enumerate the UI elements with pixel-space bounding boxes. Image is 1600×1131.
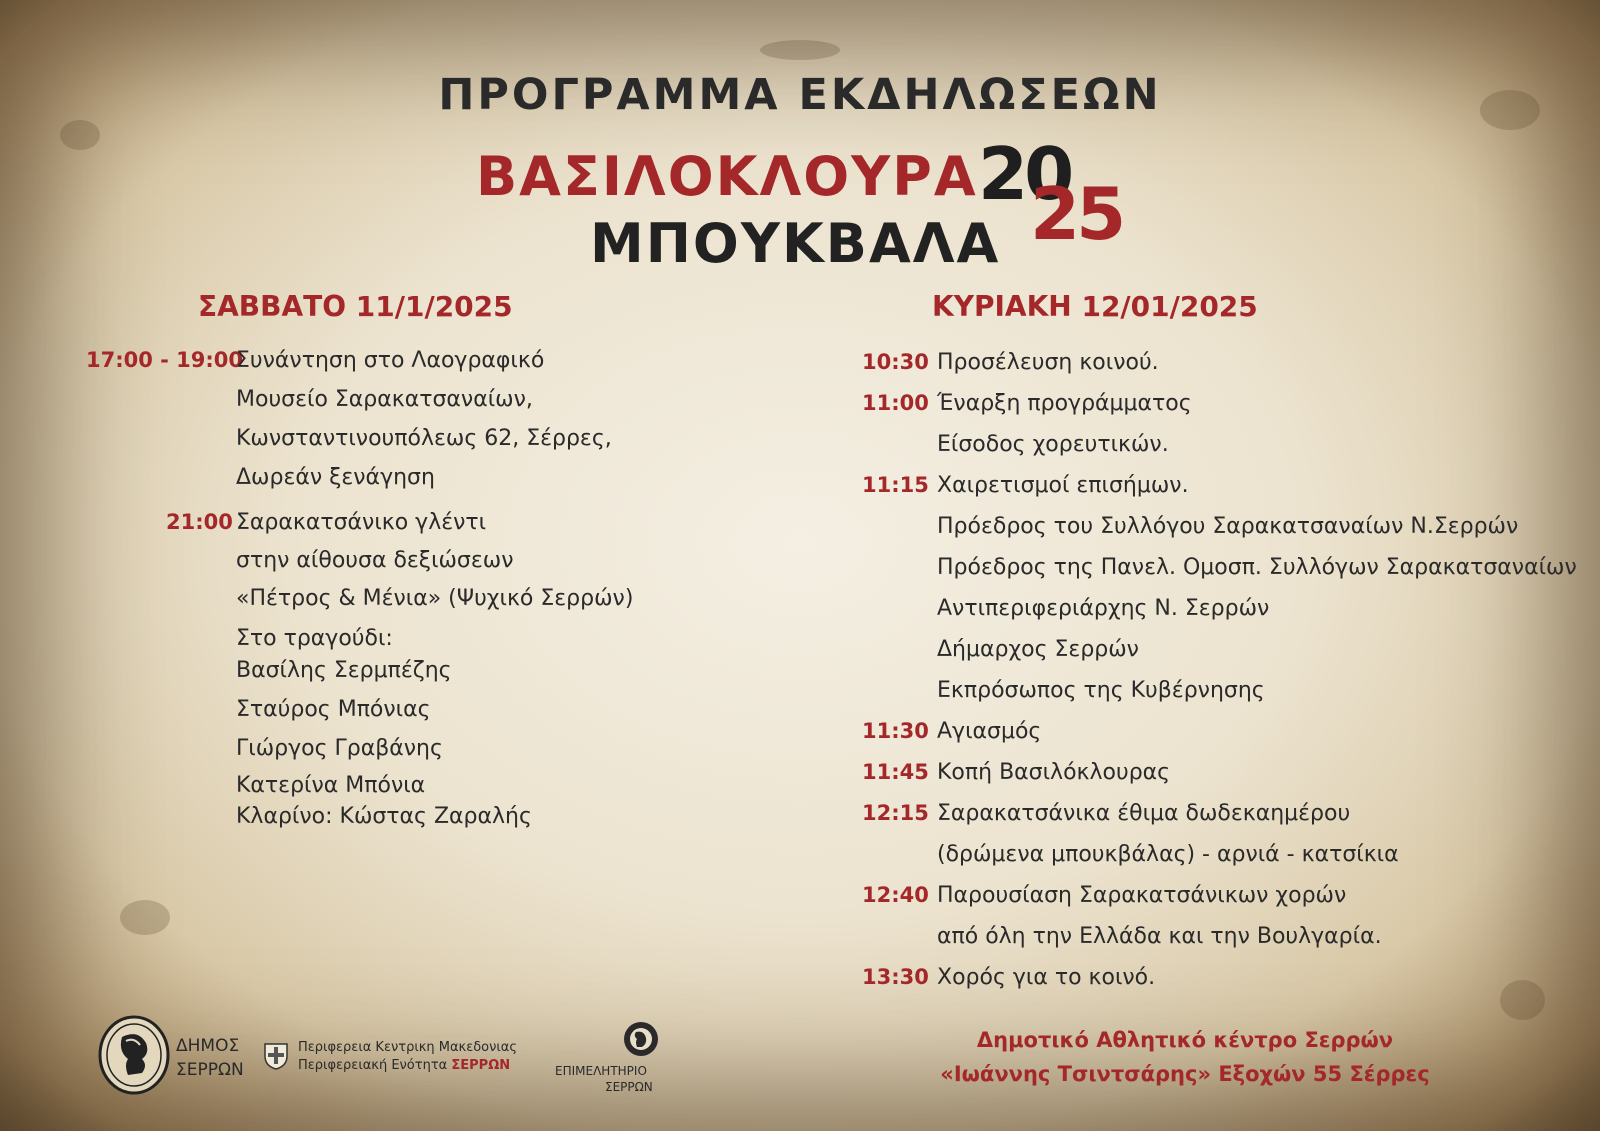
saturday-time-2: 21:00 (166, 510, 233, 534)
saturday-line: Δωρεάν ξενάγηση (236, 465, 435, 490)
sunday-line: Χορός για το κοινό. (937, 965, 1156, 990)
saturday-time-1: 17:00 - 19:00 (86, 348, 244, 372)
region-line2-prefix: Περιφερειακή Ενότητα (298, 1058, 448, 1073)
program-title: ΠΡΟΓΡΑΜΜΑ ΕΚΔΗΛΩΣΕΩΝ (438, 70, 1162, 120)
municipality-coin-icon (98, 1015, 170, 1095)
saturday-heading: ΣΑΒΒΑΤΟ 11/1/2025 (198, 290, 513, 323)
sunday-line: Χαιρετισμοί επισήμων. (937, 473, 1189, 498)
saturday-line: Βασίλης Σερμπέζης (236, 658, 452, 683)
region-line2 (298, 1058, 510, 1073)
sunday-time: 10:30 (862, 350, 929, 374)
sunday-line: Πρόεδρος του Συλλόγου Σαρακατσαναίων Ν.Σερρών (937, 514, 1519, 539)
sunday-line: Αγιασμός (937, 719, 1042, 744)
sunday-time: 13:30 (862, 965, 929, 989)
event-name-line2: ΜΠΟΥΚΒΑΛΑ (590, 212, 1001, 275)
saturday-line: Στο τραγούδι: (236, 626, 393, 651)
paper-stain (760, 40, 840, 60)
sunday-line: Πρόεδρος της Πανελ. Ομοσπ. Συλλόγων Σαρακατσαναίων (937, 555, 1577, 580)
saturday-line: Κατερίνα Μπόνια (236, 773, 426, 798)
year-part2: 25 (1030, 172, 1123, 256)
greek-coat-of-arms-icon (263, 1040, 289, 1070)
chamber-line2: ΣΕΡΡΩΝ (605, 1080, 653, 1094)
saturday-line: Γιώργος Γραβάνης (236, 736, 443, 761)
saturday-line: Σαρακατσάνικο γλέντι (236, 510, 487, 535)
sunday-line: Παρουσίαση Σαρακατσάνικων χορών (937, 883, 1347, 908)
sunday-line: Κοπή Βασιλόκλουρας (937, 760, 1171, 785)
venue-line1: Δημοτικό Αθλητικό κέντρο Σερρών (976, 1028, 1394, 1052)
chamber-line1: ΕΠΙΜΕΛΗΤΗΡΙΟ (555, 1064, 647, 1078)
saturday-line: Μουσείο Σαρακατσαναίων, (236, 387, 533, 412)
sunday-line: Σαρακατσάνικα έθιμα δωδεκαημέρου (937, 801, 1351, 826)
sunday-line: Εκπρόσωπος της Κυβέρνησης (937, 678, 1265, 703)
saturday-line: «Πέτρος & Μένια» (Ψυχικό Σερρών) (236, 586, 634, 611)
saturday-line: Κωνσταντινουπόλεως 62, Σέρρες, (236, 426, 612, 451)
sunday-time: 12:15 (862, 801, 929, 825)
municipality-name-line2: ΣΕΡΡΩΝ (176, 1060, 244, 1080)
sunday-line: Είσοδος χορευτικών. (937, 432, 1169, 457)
saturday-line: στην αίθουσα δεξιώσεων (236, 548, 514, 573)
event-name-line1: ΒΑΣΙΛΟΚΛΟΥΡΑ (476, 145, 978, 208)
venue-line2: «Ιωάννης Τσιντσάρης» Εξοχών 55 Σέρρες (940, 1062, 1430, 1086)
chamber-emblem-icon (622, 1020, 660, 1058)
sunday-time: 12:40 (862, 883, 929, 907)
paper-stain (60, 120, 100, 150)
sunday-time: 11:30 (862, 719, 929, 743)
sunday-line: από όλη την Ελλάδα και την Βουλγαρία. (937, 924, 1382, 949)
region-line2-red: ΣΕΡΡΩΝ (451, 1058, 511, 1073)
sunday-line: (δρώμενα μπουκβάλας) - αρνιά - κατσίκια (937, 842, 1399, 867)
municipality-name-line1: ΔΗΜΟΣ (176, 1036, 240, 1056)
sunday-line: Έναρξη προγράμματος (937, 391, 1192, 416)
region-line1: Περιφερεια Κεντρικη Μακεδονιας (298, 1040, 518, 1055)
year-part1: 20 (978, 132, 1071, 216)
sunday-line: Αντιπεριφεριάρχης Ν. Σερρών (937, 596, 1270, 621)
sunday-time: 11:45 (862, 760, 929, 784)
sunday-time: 11:00 (862, 391, 929, 415)
sunday-time: 11:15 (862, 473, 929, 497)
paper-stain (120, 900, 170, 935)
sunday-line: Δήμαρχος Σερρών (937, 637, 1139, 662)
paper-stain (1500, 980, 1545, 1020)
saturday-line: Συνάντηση στο Λαογραφικό (236, 348, 545, 373)
sunday-line: Προσέλευση κοινού. (937, 350, 1159, 375)
sunday-heading: ΚΥΡΙΑΚΗ 12/01/2025 (932, 290, 1258, 323)
saturday-line: Σταύρος Μπόνιας (236, 697, 431, 722)
saturday-line: Κλαρίνο: Κώστας Ζαραλής (236, 804, 532, 829)
